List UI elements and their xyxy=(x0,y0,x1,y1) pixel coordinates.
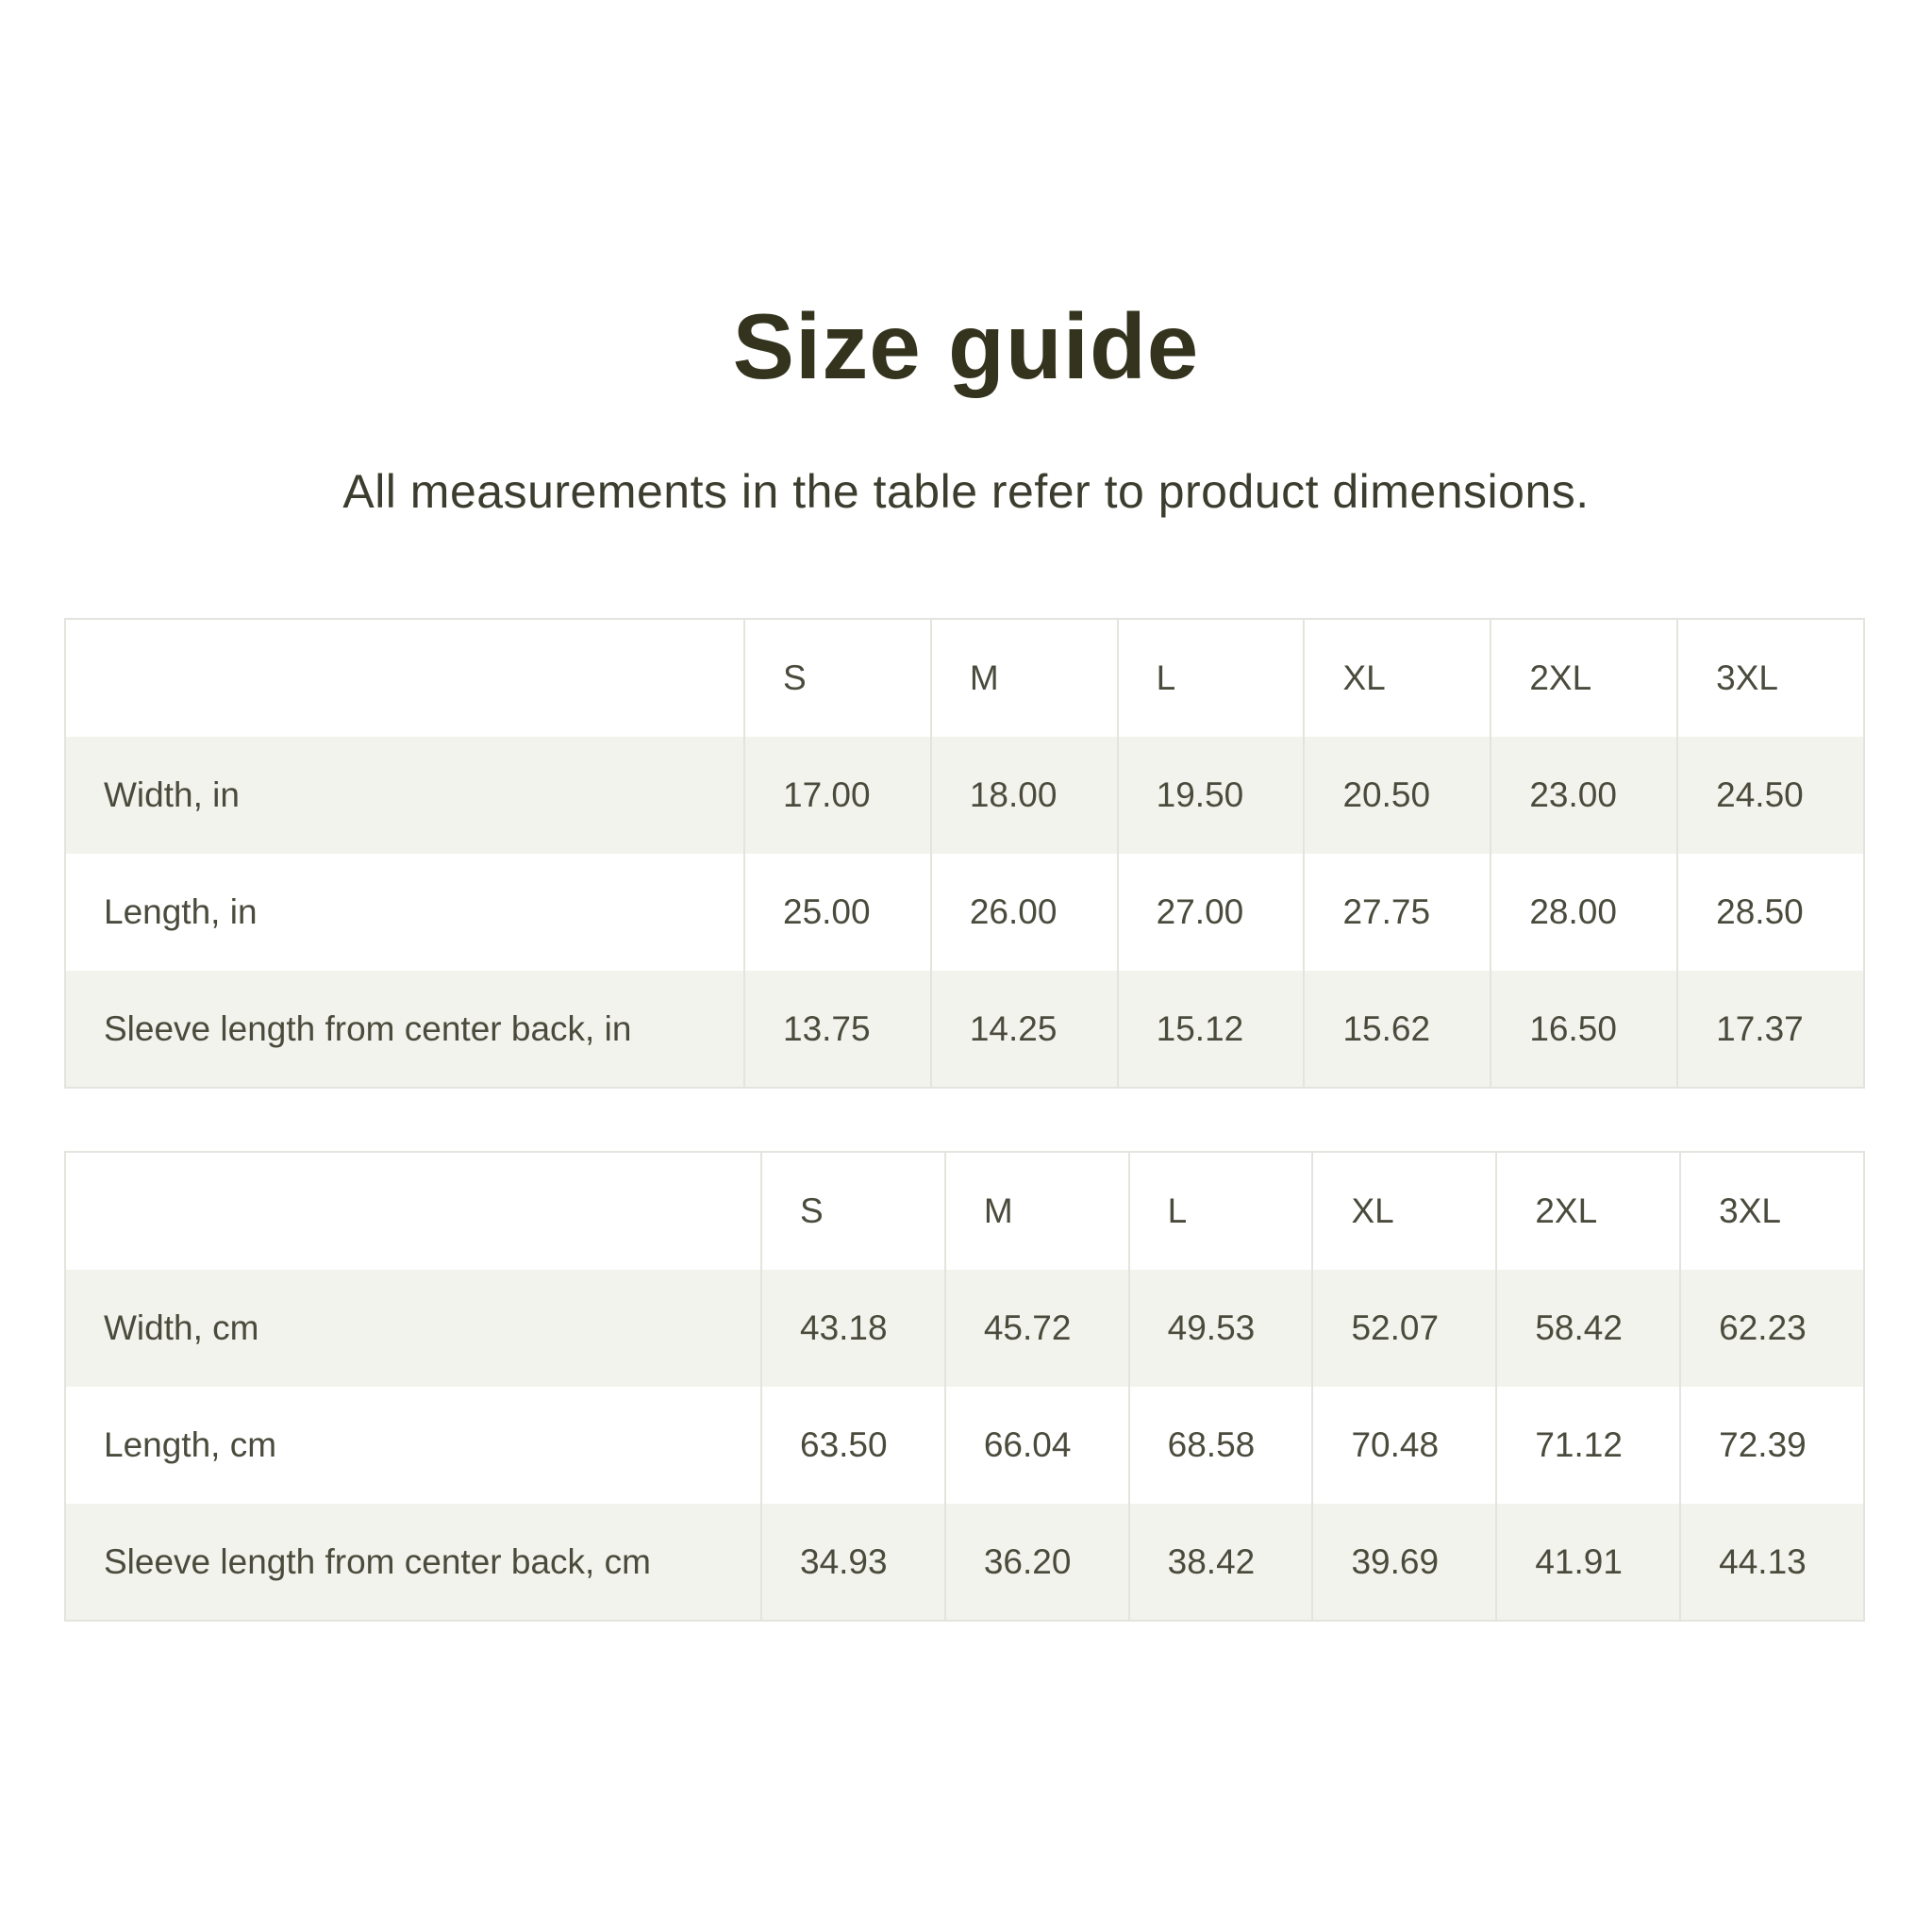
measurement-value: 23.00 xyxy=(1491,737,1677,854)
size-column-header: S xyxy=(744,619,931,737)
corner-cell xyxy=(65,619,744,737)
measurement-value: 27.75 xyxy=(1304,854,1491,971)
measurement-label: Length, in xyxy=(104,892,258,931)
size-column-header: S xyxy=(761,1152,945,1270)
size-column-header: 3XL xyxy=(1680,1152,1864,1270)
measurement-value: 49.53 xyxy=(1129,1270,1313,1387)
size-column-header: M xyxy=(945,1152,1129,1270)
measurement-label: Width, cm xyxy=(104,1308,259,1347)
measurement-value: 14.25 xyxy=(931,971,1118,1088)
measurement-value: 43.18 xyxy=(761,1270,945,1387)
measurement-row xyxy=(65,1504,1864,1621)
size-column-header: L xyxy=(1118,619,1305,737)
size-header-row xyxy=(65,619,1864,737)
measurement-value: 39.69 xyxy=(1312,1504,1496,1621)
measurement-value: 38.42 xyxy=(1129,1504,1313,1621)
size-tables-container xyxy=(0,618,1932,1622)
measurement-value: 18.00 xyxy=(931,737,1118,854)
measurement-value: 15.12 xyxy=(1118,971,1305,1088)
measurement-value: 70.48 xyxy=(1312,1387,1496,1504)
measurement-row xyxy=(65,1270,1864,1387)
measurement-value: 20.50 xyxy=(1304,737,1491,854)
measurement-row xyxy=(65,1387,1864,1504)
measurement-value: 24.50 xyxy=(1677,737,1864,854)
size-header-row xyxy=(65,1152,1864,1270)
measurement-value: 63.50 xyxy=(761,1387,945,1504)
measurement-value: 66.04 xyxy=(945,1387,1129,1504)
measurement-label: Width, in xyxy=(104,775,240,814)
measurement-value: 17.37 xyxy=(1677,971,1864,1088)
measurement-value: 28.00 xyxy=(1491,854,1677,971)
corner-cell xyxy=(65,1152,761,1270)
measurement-label: Sleeve length from center back, in xyxy=(104,1008,632,1048)
measurement-value: 36.20 xyxy=(945,1504,1129,1621)
measurement-value: 71.12 xyxy=(1496,1387,1680,1504)
page-title: Size guide xyxy=(732,294,1200,398)
measurement-value: 27.00 xyxy=(1118,854,1305,971)
size-column-header: XL xyxy=(1312,1152,1496,1270)
measurement-value: 19.50 xyxy=(1118,737,1305,854)
measurement-value: 68.58 xyxy=(1129,1387,1313,1504)
measurement-row xyxy=(65,737,1864,854)
size-column-header: L xyxy=(1129,1152,1313,1270)
measurement-value: 26.00 xyxy=(931,854,1118,971)
measurement-value: 17.00 xyxy=(744,737,931,854)
measurement-label: Length, cm xyxy=(104,1425,277,1464)
measurement-value: 34.93 xyxy=(761,1504,945,1621)
measurement-label: Sleeve length from center back, cm xyxy=(104,1541,651,1581)
measurement-value: 62.23 xyxy=(1680,1270,1864,1387)
size-table-inches xyxy=(64,618,1865,1089)
measurement-value: 15.62 xyxy=(1304,971,1491,1088)
size-table-centimeters xyxy=(64,1151,1865,1622)
measurement-value: 72.39 xyxy=(1680,1387,1864,1504)
size-column-header: XL xyxy=(1304,619,1491,737)
measurement-value: 41.91 xyxy=(1496,1504,1680,1621)
measurement-value: 45.72 xyxy=(945,1270,1129,1387)
size-column-header: 2XL xyxy=(1496,1152,1680,1270)
measurement-value: 44.13 xyxy=(1680,1504,1864,1621)
measurement-value: 58.42 xyxy=(1496,1270,1680,1387)
measurement-value: 52.07 xyxy=(1312,1270,1496,1387)
measurement-value: 13.75 xyxy=(744,971,931,1088)
measurement-value: 28.50 xyxy=(1677,854,1864,971)
size-column-header: M xyxy=(931,619,1118,737)
size-column-header: 3XL xyxy=(1677,619,1864,737)
size-column-header: 2XL xyxy=(1491,619,1677,737)
measurement-row xyxy=(65,971,1864,1088)
measurement-row xyxy=(65,854,1864,971)
measurement-value: 16.50 xyxy=(1491,971,1677,1088)
measurement-value: 25.00 xyxy=(744,854,931,971)
page-subtitle: All measurements in the table refer to product dimensions. xyxy=(342,465,1590,518)
